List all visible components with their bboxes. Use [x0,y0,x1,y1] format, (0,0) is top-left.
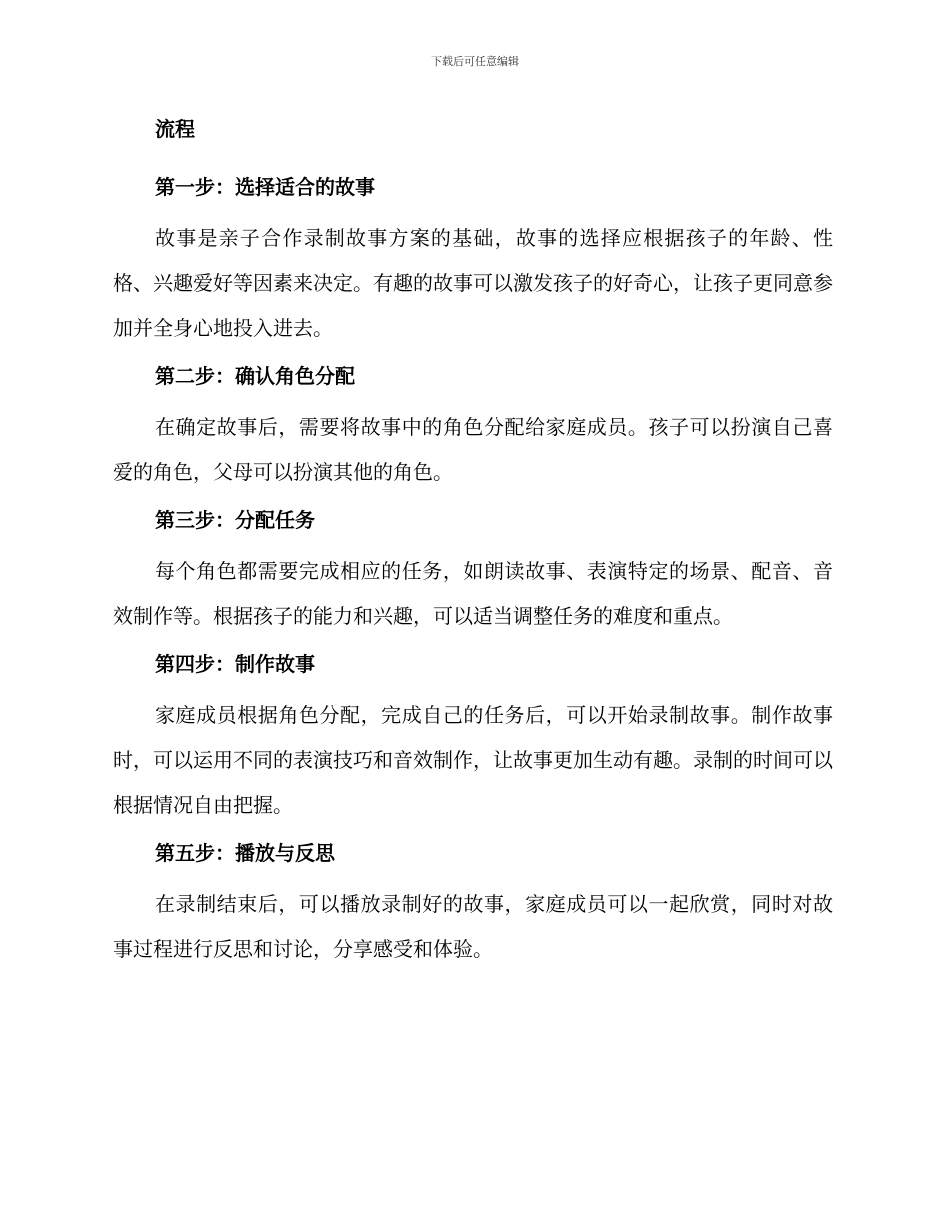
step-2-heading: 第二步：确认角色分配 [155,364,355,388]
step-5-paragraph: 在录制结束后，可以播放录制好的故事，家庭成员可以一起欣赏，同时对故事过程进行反思和讨论，分享感受和体验。 [113,892,833,961]
step-1-heading: 第一步：选择适合的故事 [155,175,375,199]
document-body [113,112,833,972]
document-title: 流程 [155,117,195,141]
step-5-heading: 第五步：播放与反思 [155,841,335,865]
step-3-paragraph: 每个角色都需要完成相应的任务，如朗读故事、表演特定的场景、配音、音效制作等。根据孩子的能力和兴趣，可以适当调整任务的难度和重点。 [113,559,833,628]
step-4-heading: 第四步：制作故事 [155,652,315,676]
step-3-heading: 第三步：分配任务 [155,508,315,532]
step-1-paragraph: 故事是亲子合作录制故事方案的基础，故事的选择应根据孩子的年龄、性格、兴趣爱好等因素来决定。有趣的故事可以激发孩子的好奇心，让孩子更同意参加并全身心地投入进去。 [113,226,833,340]
step-4-paragraph: 家庭成员根据角色分配，完成自己的任务后，可以开始录制故事。制作故事时，可以运用不同的表演技巧和音效制作，让故事更加生动有趣。录制的时间可以根据情况自由把握。 [113,703,833,817]
step-2-paragraph: 在确定故事后，需要将故事中的角色分配给家庭成员。孩子可以扮演自己喜爱的角色，父母可以扮演其他的角色。 [113,415,833,484]
page-header: 下载后可任意编辑 [431,55,519,68]
